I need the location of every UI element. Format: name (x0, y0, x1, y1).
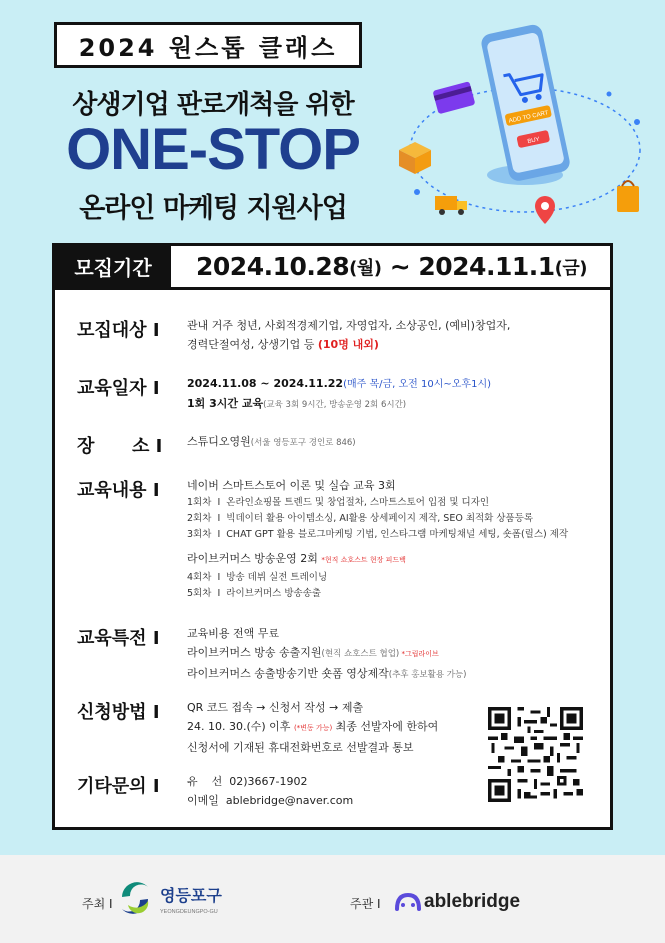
apply-l2b: 최종 선발자에 한하여 (332, 720, 439, 733)
contact-phone[interactable]: 02)3667-1902 (229, 775, 308, 788)
contact-email[interactable]: ablebridge@naver.com (225, 794, 354, 807)
session-item: 1회차 I 온라인쇼핑몰 트렌드 및 창업절차, 스마트스토어 입점 및 디자인 (187, 497, 490, 508)
apply-l2-note: (*변동 가능) (293, 724, 333, 732)
host-sub: YEONGDEUNGPO-GU (160, 909, 218, 915)
content-head2-note: *현직 쇼호스트 현장 피드백 (321, 556, 406, 564)
title-line1: 상생기업 판로개척을 위한 (72, 90, 354, 120)
contact-email-label: 이메일 (187, 794, 219, 807)
add-to-cart-label: ADD TO CART (508, 110, 550, 125)
title-line3: 온라인 마케팅 지원사업 (79, 193, 347, 224)
content-label: 교육내용 I (77, 480, 160, 501)
benefits-l3-note: (추후 홍보활용 가능) (388, 670, 467, 680)
footer (0, 855, 665, 943)
apply-l2-line (187, 717, 487, 738)
apply-label-text: 신청방법 (77, 702, 147, 723)
phone-shopping-illustration (395, 10, 660, 245)
yeongdeungpo-logo (118, 877, 258, 919)
session-no: 4회차 (187, 572, 212, 583)
dates-body (187, 374, 592, 415)
period-start: 2024.10.28 (196, 252, 350, 281)
period-value (173, 246, 610, 287)
dates-per: 1회 3시간 교육 (187, 397, 264, 410)
dates-per-note: (교육 3회 9시간, 방송운영 2회 6시간) (263, 400, 407, 410)
session-text: CHAT GPT 활용 블로그마케팅 기법, 인스타그램 마케팅채널 세팅, 숏폼(릴스) 제작 (226, 529, 569, 540)
apply-l2a: 24. 10. 30.(수) 이후 (187, 720, 294, 733)
session-item: 5회차 I 라이브커머스 방송송출 (187, 588, 322, 599)
session-no: 5회차 (187, 588, 212, 599)
session-text: 온라인쇼핑몰 트렌드 및 창업절차, 스마트스토어 입점 및 디자인 (226, 497, 490, 508)
place-label: 장 소 I (77, 436, 163, 457)
period-sep: ~ (381, 252, 419, 281)
session-item: 2회차 I 빅데이터 활용 아이템소싱, AI활용 상세페이지 제작, SEO 최적화 상품등록 (187, 513, 534, 524)
benefits-l2: 라이브커머스 방송 송출지원 (187, 646, 322, 659)
period-end: 2024.11.1 (418, 252, 555, 281)
target-line2-text: 경력단절여성, 상생기업 등 (187, 338, 318, 351)
benefits-l3-line (187, 664, 592, 685)
place-name: 스튜디오영원 (187, 435, 251, 448)
host-name: 영등포구 (160, 886, 222, 905)
session-item: 3회차 I CHAT GPT 활용 블로그마케팅 기법, 인스타그램 마케팅채널 세팅, 숏폼(릴스) 제작 (187, 529, 569, 540)
content-head2-line (187, 549, 592, 570)
apply-l1: QR 코드 접속 → 신청서 작성 → 제출 (187, 701, 364, 714)
session-no: 2회차 (187, 513, 212, 524)
target-body (187, 316, 592, 354)
content-head1: 네이버 스마트스토어 이론 및 실습 교육 3회 (187, 479, 396, 492)
dates-per-line (187, 394, 592, 415)
apply-l3: 신청서에 기재된 휴대전화번호로 선발결과 통보 (187, 741, 414, 754)
target-label: 모집대상 I (77, 320, 160, 341)
dates-label-text: 교육일자 (77, 378, 147, 399)
contact-label: 기타문의 I (77, 776, 160, 797)
benefits-l3: 라이브커머스 송출방송기반 숏폼 영상제작 (187, 667, 389, 680)
period-start-day: (월) (349, 257, 382, 279)
content-label-text: 교육내용 (77, 480, 147, 501)
organizer-label: 주관 I (350, 897, 381, 911)
session-text: 라이브커머스 방송송출 (226, 588, 322, 599)
period-bar (55, 246, 610, 290)
host-label: 주최 I (82, 897, 113, 911)
benefits-l2-red: *그립라이브 (399, 650, 439, 658)
organizer-name: ablebridge (424, 891, 521, 912)
dates-range: 2024.11.08 ~ 2024.11.22 (187, 377, 344, 390)
contact-label-text: 기타문의 (77, 776, 147, 797)
place-label-text: 장 소 (77, 436, 150, 457)
ablebridge-logo (394, 883, 544, 917)
qr-code-icon[interactable] (488, 707, 583, 802)
target-label-text: 모집대상 (77, 320, 147, 341)
session-no: 1회차 (187, 497, 212, 508)
dates-range-line (187, 374, 592, 394)
title-main: ONE-STOP (66, 117, 360, 182)
apply-body (187, 698, 487, 757)
content-head2: 라이브커머스 방송운영 2회 (187, 552, 318, 565)
session-no: 3회차 (187, 529, 212, 540)
apply-label: 신청방법 I (77, 702, 160, 723)
period-label: 모집기간 (55, 246, 171, 287)
contact-phone-label: 유 선 (187, 775, 223, 788)
dates-range-note: (매주 목/금, 오전 10시~오후1시) (343, 379, 492, 390)
target-count: (10명 내외) (317, 338, 379, 351)
benefits-l2-note: (현직 쇼호스트 협업) (321, 649, 400, 659)
place-line (187, 432, 592, 453)
place-body (187, 432, 592, 453)
session-text: 방송 데뷔 실전 트레이닝 (226, 572, 328, 583)
benefits-label-text: 교육특전 (77, 628, 147, 649)
info-card (52, 243, 613, 830)
benefits-body (187, 624, 592, 685)
session-text: 빅데이터 활용 아이템소싱, AI활용 상세페이지 제작, SEO 최적화 상품등록 (226, 513, 534, 524)
target-line2 (187, 335, 592, 354)
benefits-l1: 교육비용 전액 무료 (187, 627, 280, 640)
year-badge: 2024 원스톱 클래스 (54, 22, 362, 68)
place-addr: (서울 영등포구 경인로 846) (250, 438, 356, 448)
target-line1: 관내 거주 청년, 사회적경제기업, 자영업자, 소상공인, (예비)창업자, (187, 319, 511, 332)
content-body (187, 476, 592, 602)
period-end-day: (금) (554, 257, 587, 279)
buy-label: BUY (527, 136, 541, 146)
session-item: 4회차 I 방송 데뷔 실전 트레이닝 (187, 572, 328, 583)
benefits-label: 교육특전 I (77, 628, 160, 649)
benefits-l2-line (187, 643, 592, 664)
header (0, 0, 665, 245)
dates-label: 교육일자 I (77, 378, 160, 399)
